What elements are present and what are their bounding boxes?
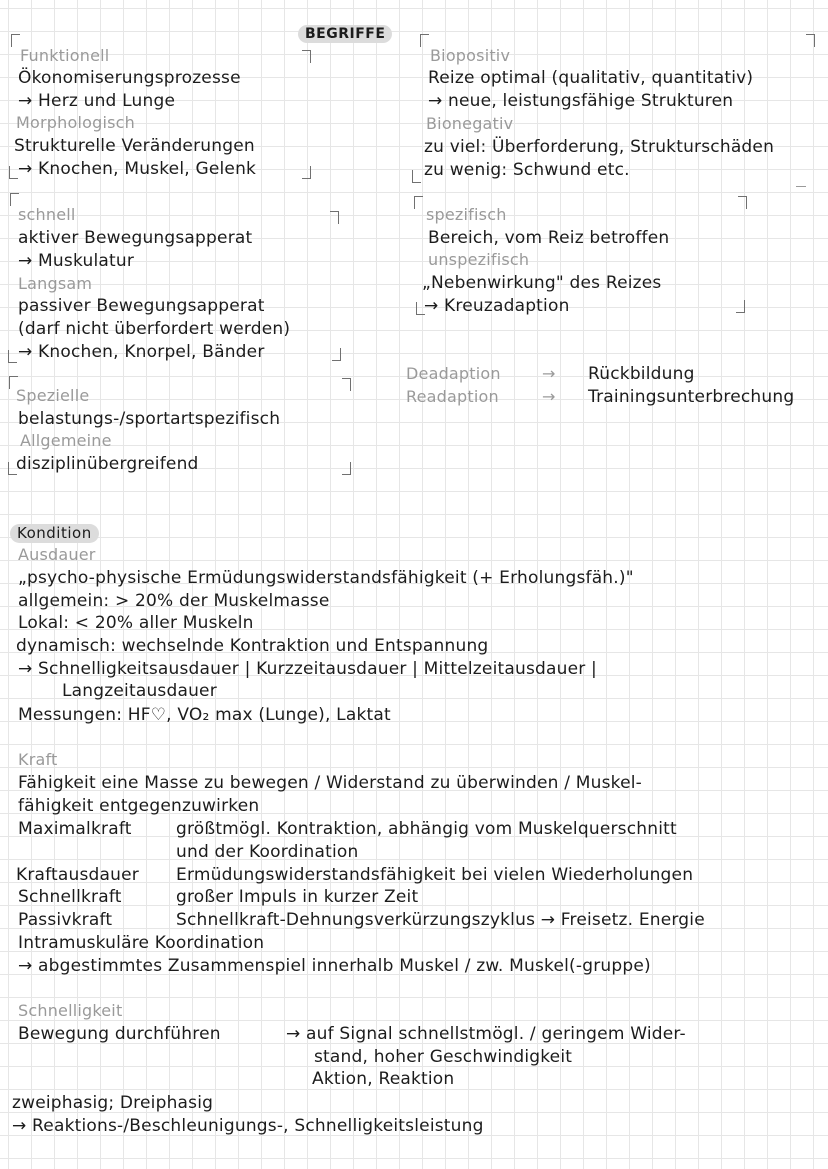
kraft-term: Schnellkraft xyxy=(18,887,122,907)
term-label: spezifisch xyxy=(426,205,507,224)
term-label: schnell xyxy=(18,205,76,224)
arrow: → xyxy=(542,387,556,406)
bracket-corner xyxy=(302,50,311,63)
definition-line: → Muskulatur xyxy=(18,251,135,271)
definition-line: „Nebenwirkung" des Reizes xyxy=(422,273,662,293)
definition-line: → Schnelligkeitsausdauer | Kurzzeitausdauer | Mittelzeitausdauer | xyxy=(18,659,597,679)
definition-line: und der Koordination xyxy=(176,842,359,862)
definition-line: fähigkeit entgegenzuwirken xyxy=(18,796,260,816)
bracket-corner xyxy=(342,378,351,391)
arrow: → xyxy=(542,364,556,383)
definition-line: „psycho-physische Ermüdungswiderstandsfähigkeit (+ Erholungsfäh.)" xyxy=(18,568,634,588)
definition-line: Schnellkraft-Dehnungsverkürzungszyklus → Freisetz. Energie xyxy=(176,910,705,930)
definition-line: → Knochen, Knorpel, Bänder xyxy=(18,342,265,362)
bracket-corner xyxy=(414,196,423,209)
definition-line: Rückbildung xyxy=(588,364,695,384)
definition-line: stand, hoher Geschwindigkeit xyxy=(314,1047,573,1067)
term-label: unspezifisch xyxy=(428,250,530,269)
definition-line: Lokal: < 20% aller Muskeln xyxy=(18,613,254,633)
definition-line: Trainingsunterbrechung xyxy=(588,387,795,407)
definition-line: zu viel: Überforderung, Strukturschäden xyxy=(424,137,775,157)
definition-line: aktiver Bewegungsapperat xyxy=(18,228,253,248)
definition-line: → neue, leistungsfähige Strukturen xyxy=(428,91,734,111)
kraft-term: Passivkraft xyxy=(18,910,113,930)
term-label: Funktionell xyxy=(20,46,110,65)
bracket-corner xyxy=(806,34,815,47)
term-label: Readaption xyxy=(406,387,499,406)
section-title-begriffe: BEGRIFFE xyxy=(298,25,392,43)
bracket-corner xyxy=(302,166,311,179)
bracket-corner xyxy=(736,300,745,313)
definition-line: zu wenig: Schwund etc. xyxy=(424,160,630,180)
definition-line: Langzeitausdauer xyxy=(62,681,217,701)
kraft-term: Maximalkraft xyxy=(18,819,132,839)
definition-line: größtmögl. Kontraktion, abhängig vom Muskelquerschnitt xyxy=(176,819,677,839)
definition-line: Bewegung durchführen xyxy=(18,1024,221,1044)
definition-line: Bereich, vom Reiz betroffen xyxy=(428,228,670,248)
definition-line: Fähigkeit eine Masse zu bewegen / Widerstand zu überwinden / Muskel- xyxy=(18,773,643,793)
definition-line: Messungen: HF♡, VO₂ max (Lunge), Laktat xyxy=(18,705,391,725)
term-label: Langsam xyxy=(18,274,93,293)
definition-line: → Kreuzadaption xyxy=(424,296,570,316)
definition-line: dynamisch: wechselnde Kontraktion und Entspannung xyxy=(16,636,489,656)
definition-line: belastungs-/sportartspezifisch xyxy=(18,409,281,429)
bracket-corner xyxy=(738,196,747,209)
definition-line: → abgestimmtes Zusammenspiel innerhalb Muskel / zw. Muskel(-gruppe) xyxy=(18,956,651,976)
bracket-corner xyxy=(8,462,17,475)
definition-line: Intramuskuläre Koordination xyxy=(18,933,265,953)
definition-line: (darf nicht überfordert werden) xyxy=(18,319,291,339)
definition-line: → Herz und Lunge xyxy=(18,91,176,111)
term-label: Spezielle xyxy=(16,386,90,405)
bracket-corner xyxy=(416,302,425,315)
definition-line: disziplinübergreifend xyxy=(16,454,199,474)
term-label: Schnelligkeit xyxy=(18,1001,123,1020)
term-label: Kraft xyxy=(18,750,58,769)
bracket-corner xyxy=(332,348,341,361)
term-label: Deadaption xyxy=(406,364,501,383)
definition-line: Ermüdungswiderstandsfähigkeit bei vielen Wiederholungen xyxy=(176,865,694,885)
bracket-corner xyxy=(420,34,429,47)
definition-line: Strukturelle Veränderungen xyxy=(14,136,255,156)
definition-line: Reize optimal (qualitativ, quantitativ) xyxy=(428,68,754,88)
kraft-term: Kraftausdauer xyxy=(16,865,139,885)
bracket-corner xyxy=(8,350,17,363)
term-label: Bionegativ xyxy=(426,114,514,133)
bracket-corner xyxy=(330,211,339,224)
definition-line: großer Impuls in kurzer Zeit xyxy=(176,887,419,907)
section-title-kondition: Kondition xyxy=(10,524,99,543)
definition-line: passiver Bewegungsapperat xyxy=(18,296,265,316)
definition-line: Aktion, Reaktion xyxy=(312,1069,455,1089)
term-label: Allgemeine xyxy=(20,431,112,450)
definition-line: Ökonomiserungsprozesse xyxy=(18,68,241,88)
bracket-corner xyxy=(412,170,421,183)
bracket-corner xyxy=(342,462,351,475)
bracket-corner xyxy=(9,166,18,179)
definition-line: → auf Signal schnellstmögl. / geringem Wider- xyxy=(286,1024,686,1044)
definition-line: zweiphasig; Dreiphasig xyxy=(12,1093,214,1113)
bracket-dash xyxy=(796,186,806,187)
bracket-corner xyxy=(11,34,20,47)
definition-line: → Reaktions-/Beschleunigungs-, Schnelligkeitsleistung xyxy=(12,1116,484,1136)
definition-line: → Knochen, Muskel, Gelenk xyxy=(18,159,257,179)
term-label: Biopositiv xyxy=(430,46,511,65)
term-label: Morphologisch xyxy=(16,113,135,132)
definition-line: allgemein: > 20% der Muskelmasse xyxy=(18,591,330,611)
term-label: Ausdauer xyxy=(18,545,96,564)
